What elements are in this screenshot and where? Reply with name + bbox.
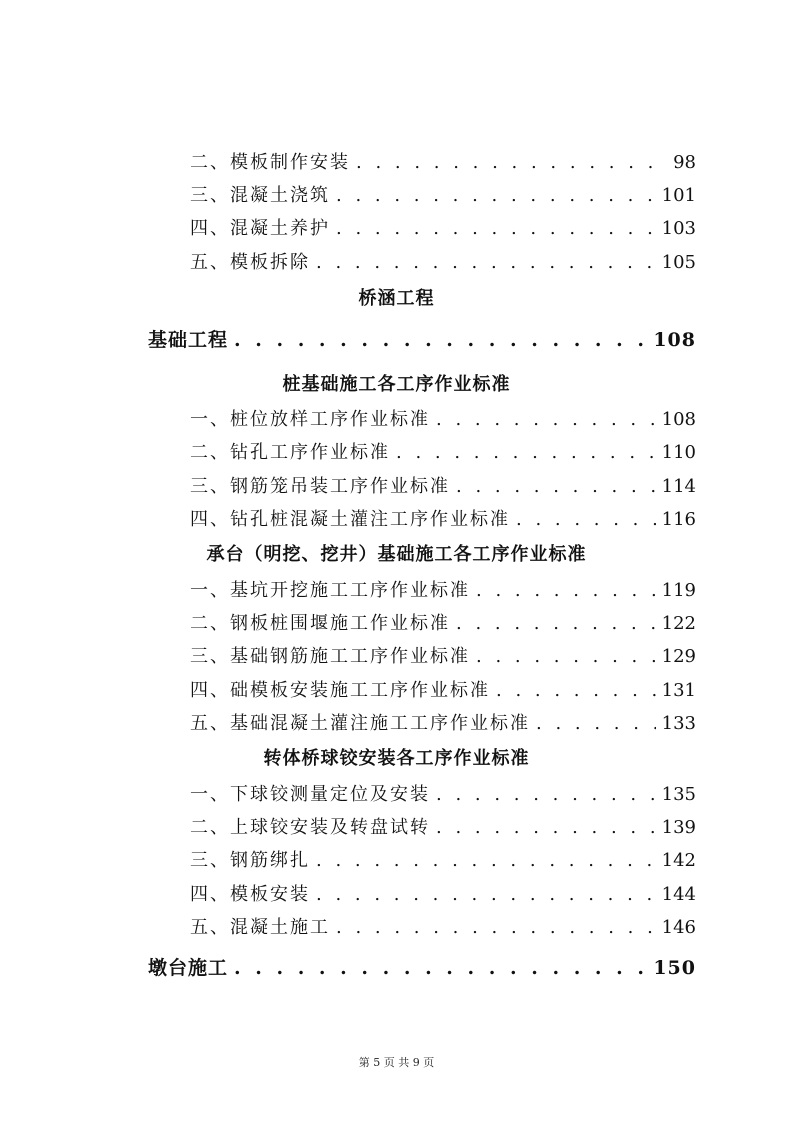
toc-entry-title: 四、钻孔桩混凝土灌注工序作业标准 bbox=[190, 509, 510, 530]
toc-entry[interactable] bbox=[190, 214, 696, 240]
section-heading: 承台（明挖、挖井）基础施工各工序作业标准 bbox=[206, 544, 587, 565]
dot-leader bbox=[396, 442, 656, 463]
toc-entry-page: 116 bbox=[661, 509, 696, 530]
toc-entry-page: 133 bbox=[661, 713, 696, 734]
toc-entry-title: 五、混凝土施工 bbox=[190, 917, 330, 938]
dot-leader bbox=[436, 784, 656, 805]
section-heading: 桩基础施工各工序作业标准 bbox=[282, 374, 511, 395]
toc-entry-page: 114 bbox=[661, 476, 696, 497]
toc-entry[interactable] bbox=[190, 248, 696, 274]
toc-entry-title: 五、模板拆除 bbox=[190, 252, 310, 273]
toc-entry[interactable] bbox=[190, 438, 696, 464]
dot-leader bbox=[536, 713, 656, 734]
toc-entry-page: 142 bbox=[661, 850, 696, 871]
toc-entry[interactable] bbox=[190, 472, 696, 498]
dot-leader bbox=[496, 680, 656, 701]
toc-entry-page: 103 bbox=[661, 218, 696, 239]
toc-entry-title: 一、下球铰测量定位及安装 bbox=[190, 784, 430, 805]
toc-entry[interactable] bbox=[190, 148, 696, 174]
dot-leader bbox=[476, 580, 656, 601]
toc-entry-page: 146 bbox=[661, 917, 696, 938]
toc-entry-title: 三、基础钢筋施工工序作业标准 bbox=[190, 646, 470, 667]
toc-entry-page: 135 bbox=[661, 784, 696, 805]
toc-entry-title: 墩台施工 bbox=[148, 957, 229, 979]
dot-leader bbox=[456, 613, 656, 634]
toc-entry-title: 基础工程 bbox=[148, 329, 229, 351]
dot-leader bbox=[316, 252, 656, 273]
toc-entry[interactable] bbox=[190, 880, 696, 906]
toc-entry-page: 119 bbox=[661, 580, 696, 601]
toc-entry[interactable] bbox=[190, 505, 696, 531]
toc-entry-title: 二、上球铰安装及转盘试转 bbox=[190, 817, 430, 838]
toc-entry-page: 101 bbox=[661, 185, 696, 206]
toc-entry-page: 150 bbox=[653, 957, 696, 979]
dot-leader bbox=[476, 646, 656, 667]
toc-entry-page: 144 bbox=[661, 884, 696, 905]
toc-entry-page: 108 bbox=[653, 329, 696, 351]
toc-entry[interactable] bbox=[190, 846, 696, 872]
toc-entry-page: 98 bbox=[673, 152, 696, 173]
toc-entry-title: 二、钻孔工序作业标准 bbox=[190, 442, 390, 463]
toc-entry[interactable] bbox=[190, 913, 696, 939]
toc-entry-main[interactable] bbox=[148, 325, 696, 353]
toc-entry[interactable] bbox=[190, 642, 696, 668]
dot-leader bbox=[336, 185, 656, 206]
dot-leader bbox=[316, 884, 656, 905]
toc-entry-title: 五、基础混凝土灌注施工工序作业标准 bbox=[190, 713, 530, 734]
toc-entry-page: 129 bbox=[661, 646, 696, 667]
toc-entry-title: 三、钢筋笼吊装工序作业标准 bbox=[190, 476, 450, 497]
toc-entry[interactable] bbox=[190, 709, 696, 735]
toc-entry-page: 105 bbox=[661, 252, 696, 273]
toc-entry[interactable] bbox=[190, 609, 696, 635]
toc-entry[interactable] bbox=[190, 780, 696, 806]
toc-entry-page: 122 bbox=[661, 613, 696, 634]
page-footer: 第 5 页 共 9 页 bbox=[358, 1056, 435, 1069]
toc-entry-title: 一、基坑开挖施工工序作业标准 bbox=[190, 580, 470, 601]
toc-entry-page: 110 bbox=[661, 442, 696, 463]
toc-entry[interactable] bbox=[190, 813, 696, 839]
dot-leader bbox=[316, 850, 656, 871]
toc-entry[interactable] bbox=[190, 676, 696, 702]
dot-leader bbox=[234, 957, 647, 979]
dot-leader bbox=[336, 917, 656, 938]
dot-leader bbox=[336, 218, 656, 239]
toc-entry-page: 139 bbox=[661, 817, 696, 838]
dot-leader bbox=[356, 152, 667, 173]
dot-leader bbox=[436, 409, 656, 430]
toc-entry-title: 四、混凝土养护 bbox=[190, 218, 330, 239]
toc-entry[interactable] bbox=[190, 405, 696, 431]
dot-leader bbox=[516, 509, 656, 530]
dot-leader bbox=[234, 329, 647, 351]
toc-entry[interactable] bbox=[190, 576, 696, 602]
section-heading: 转体桥球铰安装各工序作业标准 bbox=[263, 748, 530, 769]
toc-entry-page: 131 bbox=[661, 680, 696, 701]
toc-entry-title: 三、钢筋绑扎 bbox=[190, 850, 310, 871]
dot-leader bbox=[436, 817, 656, 838]
toc-entry-title: 三、混凝土浇筑 bbox=[190, 185, 330, 206]
toc-entry-title: 四、模板安装 bbox=[190, 884, 310, 905]
toc-entry-title: 二、钢板桩围堰施工作业标准 bbox=[190, 613, 450, 634]
toc-entry[interactable] bbox=[190, 181, 696, 207]
toc-entry-main[interactable] bbox=[148, 953, 696, 981]
section-heading: 桥涵工程 bbox=[358, 288, 435, 309]
toc-entry-title: 二、模板制作安装 bbox=[190, 152, 350, 173]
toc-entry-title: 一、桩位放样工序作业标准 bbox=[190, 409, 430, 430]
toc-entry-title: 四、础模板安装施工工序作业标准 bbox=[190, 680, 490, 701]
dot-leader bbox=[456, 476, 656, 497]
toc-entry-page: 108 bbox=[661, 409, 696, 430]
